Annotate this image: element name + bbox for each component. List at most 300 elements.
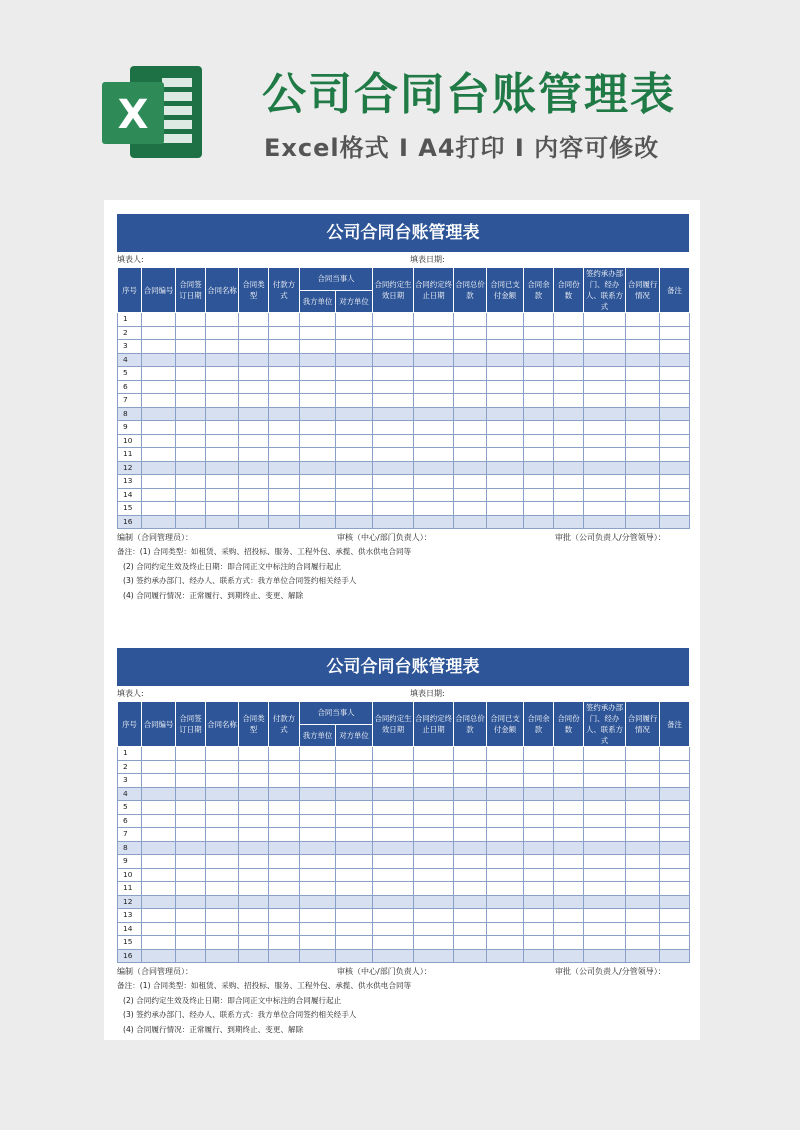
table-cell[interactable]: [206, 882, 239, 896]
table-cell[interactable]: [660, 895, 690, 909]
table-cell[interactable]: [524, 841, 554, 855]
table-cell[interactable]: [487, 868, 524, 882]
table-cell[interactable]: [300, 787, 336, 801]
table-cell[interactable]: [487, 380, 524, 394]
table-cell[interactable]: [414, 868, 454, 882]
table-cell[interactable]: [206, 367, 239, 381]
table-cell[interactable]: [336, 922, 373, 936]
table-cell[interactable]: [373, 801, 414, 815]
table-cell[interactable]: [554, 774, 584, 788]
table-cell[interactable]: [454, 936, 487, 950]
table-cell[interactable]: [626, 828, 660, 842]
table-cell[interactable]: [239, 421, 269, 435]
table-cell[interactable]: [269, 787, 300, 801]
table-cell[interactable]: [373, 326, 414, 340]
table-cell[interactable]: [206, 760, 239, 774]
table-cell[interactable]: [626, 461, 660, 475]
table-cell[interactable]: [584, 949, 626, 963]
table-cell[interactable]: [300, 488, 336, 502]
table-cell[interactable]: [554, 488, 584, 502]
table-cell[interactable]: [554, 868, 584, 882]
table-cell[interactable]: [554, 855, 584, 869]
table-cell[interactable]: [554, 787, 584, 801]
table-cell[interactable]: [206, 774, 239, 788]
table-cell[interactable]: [300, 841, 336, 855]
table-cell[interactable]: [584, 340, 626, 354]
table-cell[interactable]: [142, 340, 176, 354]
table-cell[interactable]: [454, 855, 487, 869]
table-cell[interactable]: [176, 747, 206, 761]
table-cell[interactable]: [239, 801, 269, 815]
table-cell[interactable]: [300, 868, 336, 882]
table-cell[interactable]: [554, 747, 584, 761]
table-cell[interactable]: [414, 475, 454, 489]
table-cell[interactable]: [269, 895, 300, 909]
table-cell[interactable]: [336, 488, 373, 502]
table-cell[interactable]: [454, 340, 487, 354]
table-cell[interactable]: [554, 760, 584, 774]
table-cell[interactable]: [524, 760, 554, 774]
table-cell[interactable]: [660, 448, 690, 462]
table-cell[interactable]: [584, 774, 626, 788]
table-cell[interactable]: [414, 353, 454, 367]
table-cell[interactable]: [487, 801, 524, 815]
table-cell[interactable]: [524, 367, 554, 381]
table-cell[interactable]: [660, 909, 690, 923]
table-cell[interactable]: [414, 488, 454, 502]
table-cell[interactable]: [206, 814, 239, 828]
table-cell[interactable]: [206, 936, 239, 950]
table-cell[interactable]: [454, 882, 487, 896]
table-cell[interactable]: [373, 313, 414, 327]
table-cell[interactable]: [554, 515, 584, 529]
table-cell[interactable]: [142, 922, 176, 936]
table-cell[interactable]: [269, 868, 300, 882]
table-cell[interactable]: [454, 895, 487, 909]
table-cell[interactable]: [487, 841, 524, 855]
table-cell[interactable]: [206, 515, 239, 529]
table-cell[interactable]: [269, 760, 300, 774]
table-cell[interactable]: [300, 949, 336, 963]
table-cell[interactable]: [487, 828, 524, 842]
table-cell[interactable]: [239, 922, 269, 936]
table-cell[interactable]: [626, 502, 660, 516]
table-cell[interactable]: [269, 353, 300, 367]
table-cell[interactable]: [584, 801, 626, 815]
table-cell[interactable]: [414, 394, 454, 408]
table-cell[interactable]: [142, 448, 176, 462]
table-cell[interactable]: [373, 909, 414, 923]
table-cell[interactable]: [554, 814, 584, 828]
table-cell[interactable]: [454, 475, 487, 489]
table-cell[interactable]: [239, 828, 269, 842]
table-cell[interactable]: [142, 353, 176, 367]
table-cell[interactable]: [336, 367, 373, 381]
table-cell[interactable]: [176, 326, 206, 340]
table-cell[interactable]: [584, 895, 626, 909]
table-cell[interactable]: [626, 949, 660, 963]
table-cell[interactable]: [239, 936, 269, 950]
table-cell[interactable]: [626, 760, 660, 774]
table-cell[interactable]: [626, 353, 660, 367]
table-cell[interactable]: [269, 475, 300, 489]
table-cell[interactable]: [336, 909, 373, 923]
table-cell[interactable]: [414, 326, 454, 340]
table-cell[interactable]: [584, 828, 626, 842]
table-cell[interactable]: [660, 515, 690, 529]
table-cell[interactable]: [239, 814, 269, 828]
table-cell[interactable]: [487, 774, 524, 788]
table-cell[interactable]: [454, 949, 487, 963]
table-cell[interactable]: [269, 515, 300, 529]
table-cell[interactable]: [454, 828, 487, 842]
table-cell[interactable]: [414, 515, 454, 529]
table-cell[interactable]: [626, 855, 660, 869]
table-cell[interactable]: [414, 448, 454, 462]
table-cell[interactable]: [524, 353, 554, 367]
table-cell[interactable]: [584, 461, 626, 475]
table-cell[interactable]: [660, 828, 690, 842]
table-cell[interactable]: [626, 909, 660, 923]
table-cell[interactable]: [660, 787, 690, 801]
table-cell[interactable]: [239, 747, 269, 761]
table-cell[interactable]: [487, 747, 524, 761]
table-cell[interactable]: [176, 922, 206, 936]
table-cell[interactable]: [584, 448, 626, 462]
table-cell[interactable]: [142, 488, 176, 502]
table-cell[interactable]: [239, 475, 269, 489]
table-cell[interactable]: [300, 448, 336, 462]
table-cell[interactable]: [269, 461, 300, 475]
table-cell[interactable]: [142, 380, 176, 394]
table-cell[interactable]: [336, 461, 373, 475]
table-cell[interactable]: [373, 461, 414, 475]
table-cell[interactable]: [487, 909, 524, 923]
table-cell[interactable]: [269, 814, 300, 828]
table-cell[interactable]: [524, 380, 554, 394]
table-cell[interactable]: [524, 922, 554, 936]
table-cell[interactable]: [269, 909, 300, 923]
table-cell[interactable]: [626, 313, 660, 327]
table-cell[interactable]: [176, 774, 206, 788]
table-cell[interactable]: [414, 313, 454, 327]
table-cell[interactable]: [176, 841, 206, 855]
table-cell[interactable]: [142, 421, 176, 435]
table-cell[interactable]: [373, 774, 414, 788]
table-cell[interactable]: [239, 407, 269, 421]
table-cell[interactable]: [142, 475, 176, 489]
table-cell[interactable]: [487, 461, 524, 475]
table-cell[interactable]: [584, 855, 626, 869]
table-cell[interactable]: [626, 421, 660, 435]
table-cell[interactable]: [300, 380, 336, 394]
table-cell[interactable]: [239, 949, 269, 963]
table-cell[interactable]: [176, 868, 206, 882]
table-cell[interactable]: [142, 434, 176, 448]
table-cell[interactable]: [336, 949, 373, 963]
table-cell[interactable]: [554, 313, 584, 327]
table-cell[interactable]: [454, 380, 487, 394]
table-cell[interactable]: [454, 326, 487, 340]
table-cell[interactable]: [142, 747, 176, 761]
table-cell[interactable]: [269, 949, 300, 963]
table-cell[interactable]: [206, 909, 239, 923]
table-cell[interactable]: [660, 949, 690, 963]
table-cell[interactable]: [524, 515, 554, 529]
table-cell[interactable]: [336, 760, 373, 774]
table-cell[interactable]: [336, 340, 373, 354]
table-cell[interactable]: [206, 353, 239, 367]
table-cell[interactable]: [269, 407, 300, 421]
table-cell[interactable]: [142, 326, 176, 340]
table-cell[interactable]: [414, 855, 454, 869]
table-cell[interactable]: [660, 814, 690, 828]
table-cell[interactable]: [524, 868, 554, 882]
table-cell[interactable]: [626, 841, 660, 855]
table-cell[interactable]: [487, 340, 524, 354]
table-cell[interactable]: [414, 936, 454, 950]
table-cell[interactable]: [176, 421, 206, 435]
table-cell[interactable]: [584, 936, 626, 950]
table-cell[interactable]: [206, 421, 239, 435]
table-cell[interactable]: [142, 801, 176, 815]
table-cell[interactable]: [176, 313, 206, 327]
table-cell[interactable]: [269, 380, 300, 394]
table-cell[interactable]: [206, 488, 239, 502]
table-cell[interactable]: [336, 895, 373, 909]
table-cell[interactable]: [414, 407, 454, 421]
table-cell[interactable]: [142, 407, 176, 421]
table-cell[interactable]: [414, 895, 454, 909]
table-cell[interactable]: [239, 326, 269, 340]
table-cell[interactable]: [142, 774, 176, 788]
table-cell[interactable]: [336, 502, 373, 516]
table-cell[interactable]: [454, 313, 487, 327]
table-cell[interactable]: [373, 814, 414, 828]
table-cell[interactable]: [626, 774, 660, 788]
table-cell[interactable]: [584, 868, 626, 882]
table-cell[interactable]: [524, 340, 554, 354]
table-cell[interactable]: [487, 353, 524, 367]
table-cell[interactable]: [584, 367, 626, 381]
table-cell[interactable]: [584, 502, 626, 516]
table-cell[interactable]: [554, 949, 584, 963]
table-cell[interactable]: [176, 407, 206, 421]
table-cell[interactable]: [454, 909, 487, 923]
table-cell[interactable]: [414, 814, 454, 828]
table-cell[interactable]: [660, 922, 690, 936]
table-cell[interactable]: [142, 461, 176, 475]
table-cell[interactable]: [454, 841, 487, 855]
table-cell[interactable]: [554, 461, 584, 475]
table-cell[interactable]: [336, 421, 373, 435]
table-cell[interactable]: [524, 882, 554, 896]
table-cell[interactable]: [454, 394, 487, 408]
table-cell[interactable]: [554, 394, 584, 408]
table-cell[interactable]: [487, 394, 524, 408]
table-cell[interactable]: [487, 882, 524, 896]
table-cell[interactable]: [454, 434, 487, 448]
table-cell[interactable]: [336, 855, 373, 869]
table-cell[interactable]: [626, 747, 660, 761]
table-cell[interactable]: [300, 502, 336, 516]
table-cell[interactable]: [626, 394, 660, 408]
table-cell[interactable]: [454, 787, 487, 801]
table-cell[interactable]: [554, 367, 584, 381]
table-cell[interactable]: [454, 448, 487, 462]
table-cell[interactable]: [626, 868, 660, 882]
table-cell[interactable]: [373, 841, 414, 855]
table-cell[interactable]: [336, 380, 373, 394]
table-cell[interactable]: [269, 421, 300, 435]
table-cell[interactable]: [414, 774, 454, 788]
table-cell[interactable]: [176, 936, 206, 950]
table-cell[interactable]: [373, 475, 414, 489]
table-cell[interactable]: [300, 367, 336, 381]
table-cell[interactable]: [206, 922, 239, 936]
table-cell[interactable]: [300, 326, 336, 340]
table-cell[interactable]: [626, 475, 660, 489]
table-cell[interactable]: [206, 326, 239, 340]
table-cell[interactable]: [584, 747, 626, 761]
table-cell[interactable]: [454, 760, 487, 774]
table-cell[interactable]: [660, 488, 690, 502]
table-cell[interactable]: [414, 841, 454, 855]
table-cell[interactable]: [373, 922, 414, 936]
table-cell[interactable]: [300, 340, 336, 354]
table-cell[interactable]: [454, 868, 487, 882]
table-cell[interactable]: [626, 515, 660, 529]
table-cell[interactable]: [487, 814, 524, 828]
table-cell[interactable]: [626, 434, 660, 448]
table-cell[interactable]: [487, 407, 524, 421]
table-cell[interactable]: [373, 855, 414, 869]
table-cell[interactable]: [239, 313, 269, 327]
table-cell[interactable]: [176, 828, 206, 842]
table-cell[interactable]: [660, 461, 690, 475]
table-cell[interactable]: [269, 448, 300, 462]
table-cell[interactable]: [206, 434, 239, 448]
table-cell[interactable]: [584, 475, 626, 489]
table-cell[interactable]: [524, 475, 554, 489]
table-cell[interactable]: [142, 502, 176, 516]
table-cell[interactable]: [239, 448, 269, 462]
table-cell[interactable]: [239, 488, 269, 502]
table-cell[interactable]: [414, 367, 454, 381]
table-cell[interactable]: [239, 502, 269, 516]
table-cell[interactable]: [454, 801, 487, 815]
table-cell[interactable]: [300, 475, 336, 489]
table-cell[interactable]: [524, 949, 554, 963]
table-cell[interactable]: [206, 502, 239, 516]
table-cell[interactable]: [454, 502, 487, 516]
table-cell[interactable]: [584, 882, 626, 896]
table-cell[interactable]: [660, 882, 690, 896]
table-cell[interactable]: [373, 448, 414, 462]
table-cell[interactable]: [176, 801, 206, 815]
table-cell[interactable]: [300, 855, 336, 869]
table-cell[interactable]: [524, 895, 554, 909]
table-cell[interactable]: [524, 448, 554, 462]
table-cell[interactable]: [300, 434, 336, 448]
table-cell[interactable]: [176, 353, 206, 367]
table-cell[interactable]: [660, 868, 690, 882]
table-cell[interactable]: [336, 313, 373, 327]
table-cell[interactable]: [239, 882, 269, 896]
table-cell[interactable]: [554, 340, 584, 354]
table-cell[interactable]: [269, 922, 300, 936]
table-cell[interactable]: [300, 421, 336, 435]
table-cell[interactable]: [554, 922, 584, 936]
table-cell[interactable]: [336, 407, 373, 421]
table-cell[interactable]: [300, 353, 336, 367]
table-cell[interactable]: [300, 313, 336, 327]
table-cell[interactable]: [554, 909, 584, 923]
table-cell[interactable]: [239, 909, 269, 923]
table-cell[interactable]: [554, 882, 584, 896]
table-cell[interactable]: [524, 909, 554, 923]
table-cell[interactable]: [206, 841, 239, 855]
table-cell[interactable]: [300, 828, 336, 842]
table-cell[interactable]: [487, 936, 524, 950]
table-cell[interactable]: [239, 787, 269, 801]
table-cell[interactable]: [142, 313, 176, 327]
table-cell[interactable]: [300, 747, 336, 761]
table-cell[interactable]: [554, 828, 584, 842]
table-cell[interactable]: [487, 502, 524, 516]
table-cell[interactable]: [554, 475, 584, 489]
table-cell[interactable]: [269, 936, 300, 950]
table-cell[interactable]: [373, 367, 414, 381]
table-cell[interactable]: [206, 801, 239, 815]
table-cell[interactable]: [206, 380, 239, 394]
table-cell[interactable]: [414, 801, 454, 815]
table-cell[interactable]: [336, 787, 373, 801]
table-cell[interactable]: [176, 461, 206, 475]
table-cell[interactable]: [176, 434, 206, 448]
table-cell[interactable]: [454, 515, 487, 529]
table-cell[interactable]: [414, 828, 454, 842]
table-cell[interactable]: [373, 488, 414, 502]
table-cell[interactable]: [660, 475, 690, 489]
table-cell[interactable]: [336, 814, 373, 828]
table-cell[interactable]: [454, 488, 487, 502]
table-cell[interactable]: [487, 367, 524, 381]
table-cell[interactable]: [142, 814, 176, 828]
table-cell[interactable]: [487, 787, 524, 801]
table-cell[interactable]: [454, 814, 487, 828]
table-cell[interactable]: [336, 841, 373, 855]
table-cell[interactable]: [336, 353, 373, 367]
table-cell[interactable]: [239, 855, 269, 869]
table-cell[interactable]: [239, 434, 269, 448]
table-cell[interactable]: [206, 747, 239, 761]
table-cell[interactable]: [487, 448, 524, 462]
table-cell[interactable]: [414, 909, 454, 923]
table-cell[interactable]: [176, 909, 206, 923]
table-cell[interactable]: [336, 882, 373, 896]
table-cell[interactable]: [176, 448, 206, 462]
table-cell[interactable]: [626, 380, 660, 394]
table-cell[interactable]: [300, 814, 336, 828]
table-cell[interactable]: [206, 787, 239, 801]
table-cell[interactable]: [373, 502, 414, 516]
table-cell[interactable]: [142, 367, 176, 381]
table-cell[interactable]: [487, 475, 524, 489]
table-cell[interactable]: [414, 882, 454, 896]
table-cell[interactable]: [176, 760, 206, 774]
table-cell[interactable]: [626, 407, 660, 421]
